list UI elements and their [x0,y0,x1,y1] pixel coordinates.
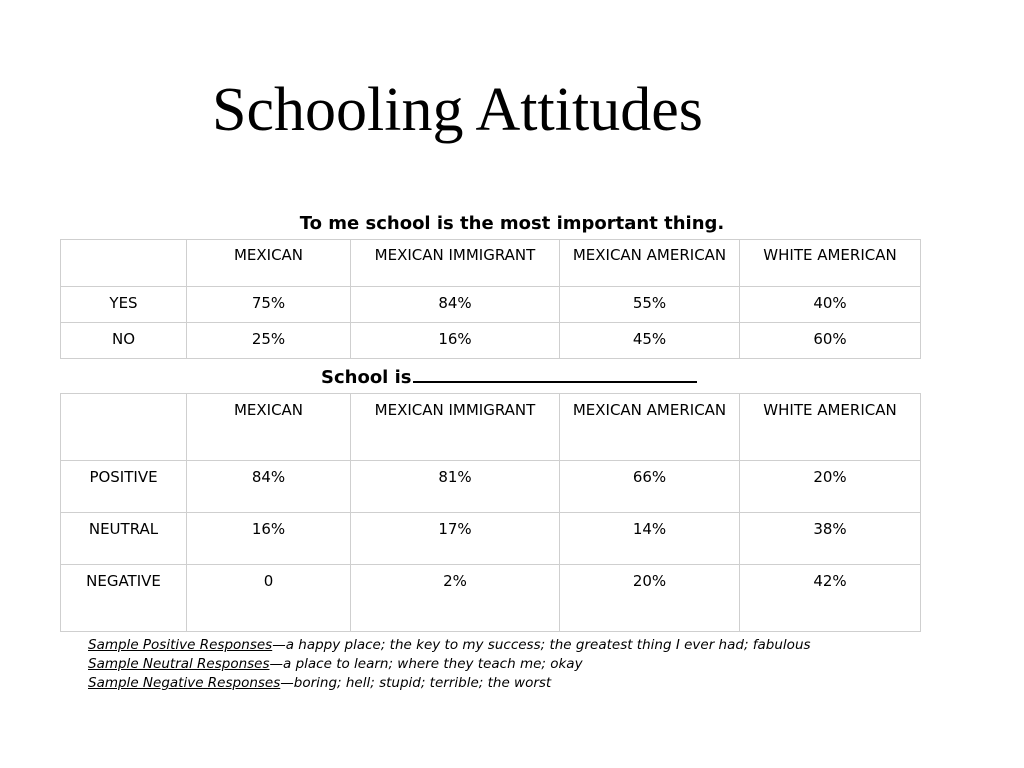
table-cell: 2% [351,565,560,632]
table-cell: 0 [187,565,351,632]
note-text: —a place to learn; where they teach me; okay [269,656,583,672]
table-header-row [61,394,921,461]
note-label: Sample Negative Responses [88,675,281,691]
table-cell: 16% [187,513,351,565]
table2-caption-text: School is [321,367,412,388]
table-cell: 84% [351,287,560,323]
header-cell-mexican-american: MEXICAN AMERICAN [560,394,740,461]
note-line-neutral [88,655,811,674]
fill-in-blank-line [413,379,697,383]
note-line-positive [88,636,811,655]
table-cell: 60% [740,323,921,359]
table-cell: 40% [740,287,921,323]
note-text: —a happy place; the key to my success; the greatest thing I ever had; fabulous [272,637,811,653]
table-cell: 42% [740,565,921,632]
header-cell-white-american: WHITE AMERICAN [740,394,921,461]
note-label: Sample Positive Responses [88,637,273,653]
table-row [61,323,921,359]
table-row [61,565,921,632]
table-row [61,513,921,565]
table2-caption [321,364,697,392]
table-cell: 25% [187,323,351,359]
table-cell: 84% [187,461,351,513]
important-thing-table [60,239,921,359]
school-is-table [60,393,921,632]
header-cell-mexican-immigrant: MEXICAN IMMIGRANT [351,240,560,287]
note-label: Sample Neutral Responses [88,656,270,672]
table-cell: 38% [740,513,921,565]
table-cell: 20% [560,565,740,632]
table-cell: 55% [560,287,740,323]
header-cell-mexican-american: MEXICAN AMERICAN [560,240,740,287]
header-cell-mexican: MEXICAN [187,240,351,287]
note-line-negative [88,674,811,693]
header-cell-white-american: WHITE AMERICAN [740,240,921,287]
table-cell: 20% [740,461,921,513]
table-cell: 16% [351,323,560,359]
row-label: NEGATIVE [61,565,187,632]
header-cell-mexican-immigrant: MEXICAN IMMIGRANT [351,394,560,461]
header-cell-empty [61,240,187,287]
table-row [61,287,921,323]
slide-title: Schooling Attitudes [212,76,703,144]
table-cell: 14% [560,513,740,565]
note-text: —boring; hell; stupid; terrible; the worst [280,675,552,691]
table-header-row [61,240,921,287]
table1-caption: To me school is the most important thing. [299,213,725,234]
table-row [61,461,921,513]
table-cell: 75% [187,287,351,323]
row-label: POSITIVE [61,461,187,513]
sample-responses [88,636,811,693]
row-label: YES [61,287,187,323]
table-cell: 66% [560,461,740,513]
header-cell-mexican: MEXICAN [187,394,351,461]
row-label: NO [61,323,187,359]
table-cell: 17% [351,513,560,565]
header-cell-empty [61,394,187,461]
table-cell: 45% [560,323,740,359]
table-cell: 81% [351,461,560,513]
row-label: NEUTRAL [61,513,187,565]
